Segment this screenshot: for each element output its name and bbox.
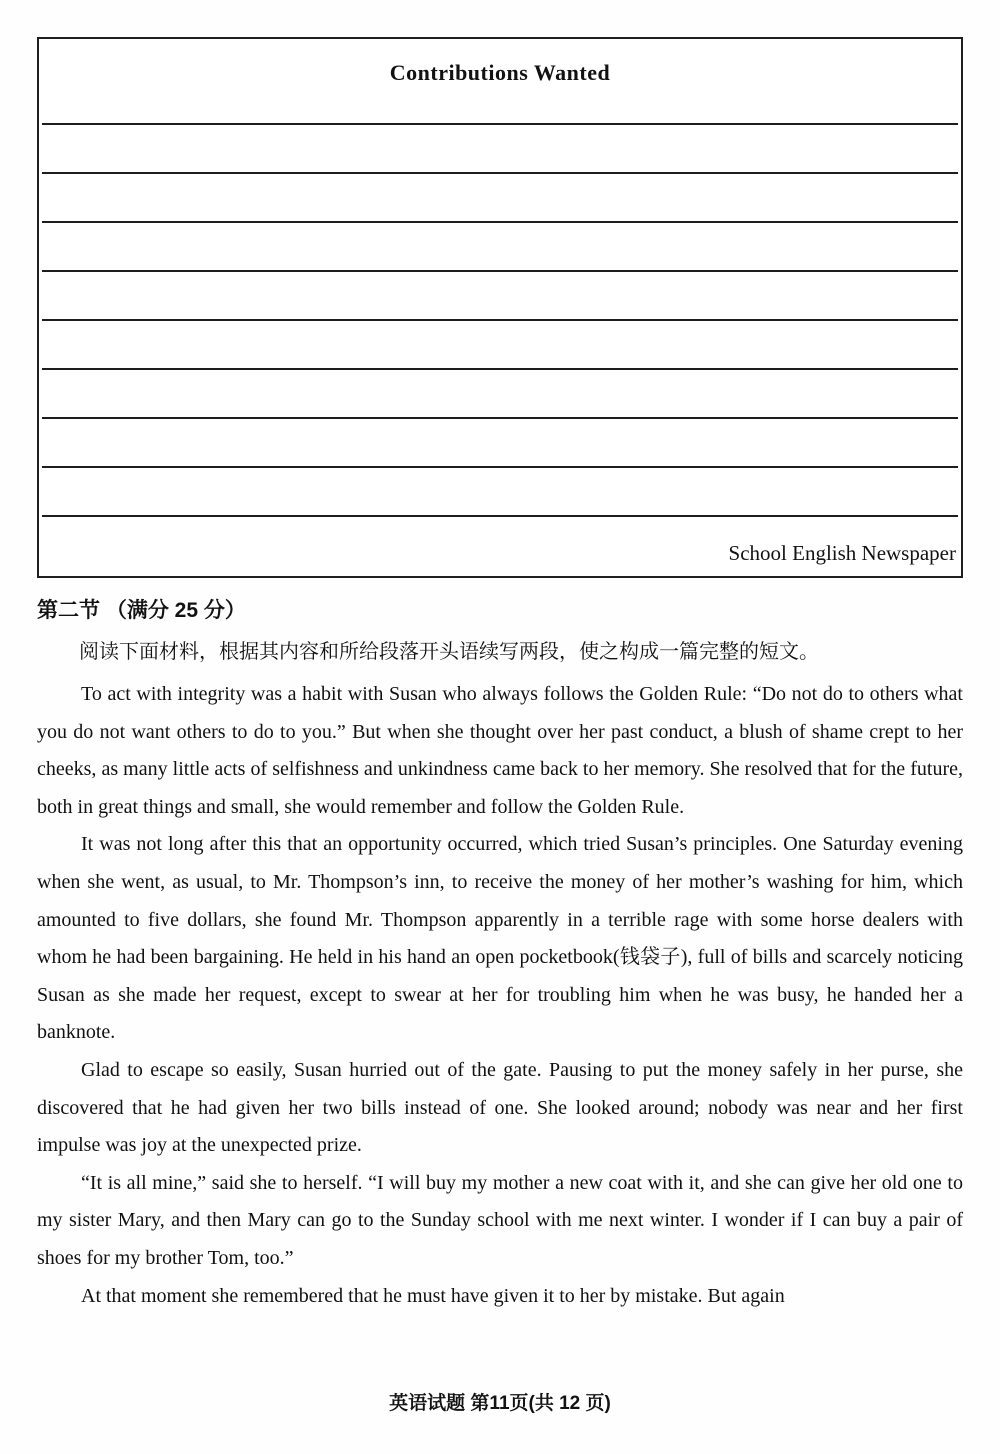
passage-paragraph: To act with integrity was a habit with Susan who always follows the Golden Rule: “Do not do to others what you do not want others to do to you.” But when she thought over her past conduct, a blush of shame crept to her cheeks, as many little acts of selfishness and unkindness came back to her memory. She resolved that for the future, both in great things and small, she would remember and follow the Golden Rule. [37,683,963,818]
contributions-notice-box [37,37,963,578]
passage-paragraph: At that moment she remembered that he must have given it to her by mistake. But again [81,1284,785,1307]
writing-line [42,515,958,517]
writing-line [42,417,958,419]
section-instruction: 阅读下面材料，根据其内容和所给段落开头语续写两段，使之构成一篇完整的短文。 [79,641,819,663]
writing-line [42,123,958,125]
writing-line [42,172,958,174]
notice-signature: School English Newspaper [728,541,956,565]
writing-line [42,368,958,370]
writing-line [42,270,958,272]
passage-paragraph: “It is all mine,” said she to herself. “I will buy my mother a new coat with it, and she can give her old one to my sister Mary, and then Mary can go to the Sunday school with me next winter. I wonder if I can buy a pair of shoes for my brother Tom, too.” [37,1171,963,1269]
writing-lines [39,123,961,517]
passage-paragraph: It was not long after this that an opportunity occurred, which tried Susan’s principles. One Saturday evening when she went, as usual, to Mr. Thompson’s inn, to receive the money of her mother’s washing for him, which amounted to five dollars, she found Mr. Thompson apparently in a terrible rage with some horse dealers with whom he had been bargaining. He held in his hand an open pocketbook(钱袋子), full of bills and scarcely noticing Susan as she made her request, except to swear at her for troubling him when he was busy, he handed her a banknote. [37,833,963,1044]
page-footer: 英语试题 第11页(共 12 页) [389,1393,611,1414]
notice-title: Contributions Wanted [389,60,611,85]
writing-line [42,466,958,468]
passage [37,676,963,1315]
section-2 [37,594,963,1315]
writing-line [42,319,958,321]
section-heading: 第二节 （满分 25 分） [37,599,246,622]
passage-paragraph: Glad to escape so easily, Susan hurried out of the gate. Pausing to put the money safely in her purse, she discovered that he had given her two bills instead of one. She looked around; nobody was near and her first impulse was joy at the unexpected prize. [37,1058,963,1157]
writing-line [42,221,958,223]
